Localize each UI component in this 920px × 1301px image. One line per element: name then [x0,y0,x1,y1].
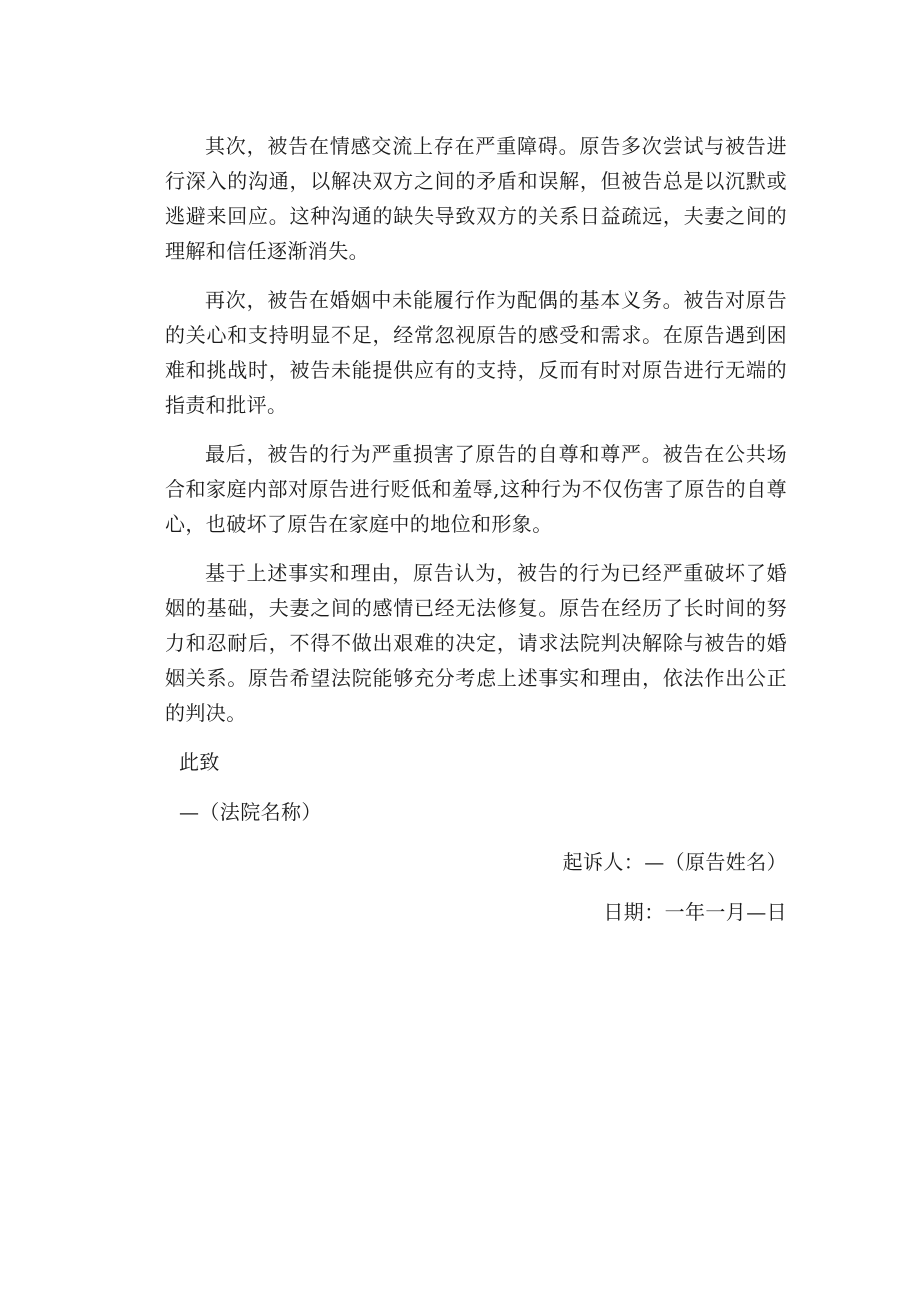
salutation: 此致 [179,750,220,774]
paragraph-communication: 其次，被告在情感交流上存在严重障碍。原告多次尝试与被告进行深入的沟通，以解决双方之间的矛盾和误解，但被告总是以沉默或逃避来回应。这种沟通的缺失导致双方的关系日益疏远，夫妻之间的理解和信任逐渐消失。 [165,134,787,263]
date-line: 日期：一年一月—日 [603,900,787,924]
paragraph-request: 基于上述事实和理由，原告认为，被告的行为已经严重破坏了婚姻的基础，夫妻之间的感情已经无法修复。原告在经历了长时间的努力和忍耐后，不得不做出艰难的决定，请求法院判决解除与被告的婚姻关系。原告希望法院能够充分考虑上述事实和理由，依法作出公正的判决。 [165,561,787,725]
paragraph-dignity: 最后，被告的行为严重损害了原告的自尊和尊严。被告在公共场合和家庭内部对原告进行贬低和羞辱,这种行为不仅伤害了原告的自尊心，也破坏了原告在家庭中的地位和形象。 [165,442,787,536]
court-recipient: —（法院名称） [179,800,322,824]
plaintiff-signature: 起诉人：—（原告姓名） [562,850,787,874]
paragraph-obligations: 再次，被告在婚姻中未能履行作为配偶的基本义务。被告对原告的关心和支持明显不足，经常忽视原告的感受和需求。在原告遇到困难和挑战时，被告未能提供应有的支持，反而有时对原告进行无端的指责和批评。 [165,288,787,417]
document-body [165,129,787,945]
